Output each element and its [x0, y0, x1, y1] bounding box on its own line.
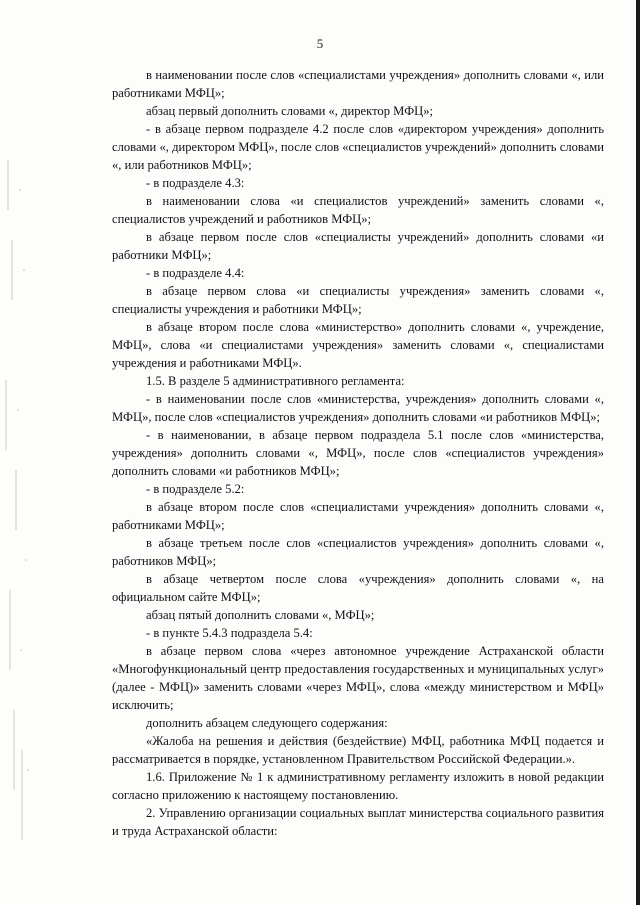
paragraph: в абзаце первом слова «через автономное учреждение Астраханской области «Многофункциональный центр предоставления государственных и муниципальных услуг» (далее - МФЦ)» заменить словами «через МФЦ», слова «между министерством и МФЦ» исключить;: [112, 644, 604, 712]
paragraph: - в подразделе 4.3:: [146, 176, 245, 190]
paragraph: в абзаце втором после слова «министерство» дополнить словами «, учреждение, МФЦ», слова «и специалистами учреждения» заменить словами «, специалистами учреждения и работниками МФЦ».: [112, 320, 604, 370]
scan-right-edge: [630, 0, 640, 905]
page-number: 5: [316, 36, 324, 51]
paragraph: в абзаце первом слова «и специалисты учреждения» заменить словами «, специалисты учреждения и работники МФЦ»;: [112, 284, 604, 316]
paragraph: в абзаце четвертом после слова «учреждения» дополнить словами «, на официальном сайте МФЦ»;: [112, 572, 604, 604]
paragraph: - в абзаце первом подразделе 4.2 после слов «директором учреждения» дополнить словами «, директором МФЦ», после слов «специалистов учреждений» дополнить словами «, или работников МФЦ»;: [112, 122, 604, 172]
paragraph: дополнить абзацем следующего содержания:: [146, 716, 388, 730]
paragraph: - в наименовании, в абзаце первом подраздела 5.1 после слов «министерства, учреждения» дополнить словами «, МФЦ», после слов «специалистов учреждения» дополнить словами «и работников МФЦ»;: [112, 428, 604, 478]
paragraph: - в подразделе 5.2:: [146, 482, 245, 496]
paragraph: в наименовании слова «и специалистов учреждений» заменить словами «, специалистов учреждений и работников МФЦ»;: [112, 194, 604, 226]
paragraph: в абзаце третьем после слов «специалистов учреждения» дополнить словами «, работников МФЦ»;: [112, 536, 604, 568]
document-body: [112, 66, 604, 840]
paragraph: абзац первый дополнить словами «, директор МФЦ»;: [146, 104, 434, 118]
paragraph: 1.6. Приложение № 1 к административному регламенту изложить в новой редакции согласно приложению к настоящему постановлению.: [112, 770, 604, 802]
paragraph: - в подразделе 4.4:: [146, 266, 245, 280]
paragraph: «Жалоба на решения и действия (бездействие) МФЦ, работника МФЦ подается и рассматривается в порядке, установленном Правительством Российской Федерации.».: [112, 734, 604, 766]
paragraph: в наименовании после слов «специалистами учреждения» дополнить словами «, или работниками МФЦ»;: [112, 68, 604, 100]
paragraph: абзац пятый дополнить словами «, МФЦ»;: [146, 608, 375, 622]
paragraph: - в наименовании после слов «министерства, учреждения» дополнить словами «, МФЦ», после слов «специалистов учреждения» дополнить словами «и работников МФЦ»;: [112, 392, 604, 424]
paragraph: - в пункте 5.4.3 подраздела 5.4:: [146, 626, 313, 640]
paragraph: 1.5. В разделе 5 административного регламента:: [146, 374, 405, 388]
paragraph: в абзаце втором после слов «специалистами учреждения» дополнить словами «, работниками МФЦ»;: [112, 500, 604, 532]
scan-margin-noise: [2, 150, 44, 850]
paragraph: 2. Управлению организации социальных выплат министерства социального развития и труда Астраханской области:: [112, 806, 604, 838]
paragraph: в абзаце первом после слов «специалисты учреждений» дополнить словами «и работники МФЦ»;: [112, 230, 604, 262]
